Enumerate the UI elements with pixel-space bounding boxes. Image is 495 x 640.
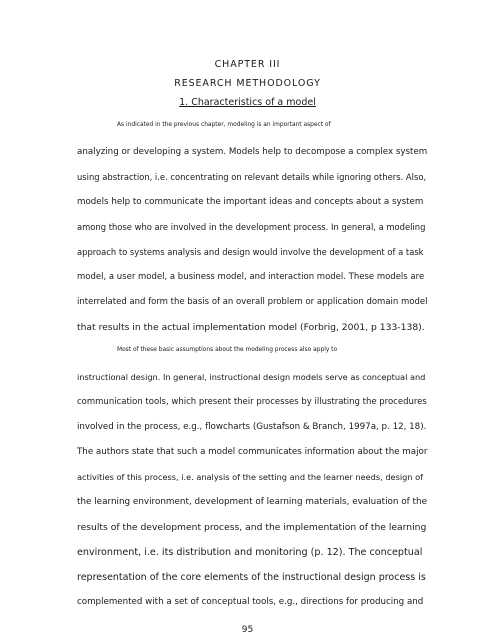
paragraph-line: The authors state that such a model communicates information about the major bbox=[77, 447, 428, 457]
paragraph-line: models help to communicate the important ideas and concepts about a system bbox=[77, 197, 424, 207]
page-number: 95 bbox=[241, 625, 254, 635]
paragraph-line: that results in the actual implementation model (Forbrig, 2001, p 133-138). bbox=[77, 322, 425, 333]
paragraph-line: environment, i.e. its distribution and monitoring (p. 12). The conceptual bbox=[77, 547, 423, 558]
paragraph-line: communication tools, which present their processes by illustrating the procedures bbox=[77, 397, 427, 407]
paragraph-line: the learning environment, development of learning materials, evaluation of the bbox=[77, 497, 427, 507]
paragraph-line: As indicated in the previous chapter, modeling is an important aspect of bbox=[117, 122, 331, 128]
paragraph-line: activities of this process, i.e. analysis of the setting and the learner needs, design of bbox=[77, 472, 423, 482]
chapter-title: RESEARCH METHODOLOGY bbox=[174, 78, 321, 89]
paragraph-line: instructional design. In general, instructional design models serve as conceptual and bbox=[77, 372, 426, 382]
paragraph-line: results of the development process, and the implementation of the learning bbox=[77, 522, 427, 533]
paragraph-line: interrelated and form the basis of an overall problem or application domain model bbox=[77, 297, 428, 307]
section-heading: 1. Characteristics of a model bbox=[179, 97, 316, 108]
paragraph-line: model, a user model, a business model, and interaction model. These models are bbox=[77, 272, 425, 282]
paragraph-line: approach to systems analysis and design would involve the development of a task bbox=[77, 247, 424, 257]
paragraph-line: involved in the process, e.g., flowcharts (Gustafson & Branch, 1997a, p. 12, 18). bbox=[77, 422, 427, 432]
chapter-label: CHAPTER III bbox=[214, 59, 281, 70]
paragraph-line: complemented with a set of conceptual tools, e.g., directions for producing and bbox=[77, 597, 424, 607]
paragraph-line: representation of the core elements of the instructional design process is bbox=[77, 572, 426, 583]
paragraph-line: analyzing or developing a system. Models help to decompose a complex system bbox=[77, 147, 428, 157]
paragraph-line: among those who are involved in the development process. In general, a modeling bbox=[77, 222, 426, 232]
paragraph-line: Most of these basic assumptions about the modeling process also apply to bbox=[117, 347, 338, 353]
paragraph-line: using abstraction, i.e. concentrating on relevant details while ignoring others. Also, bbox=[77, 172, 427, 182]
